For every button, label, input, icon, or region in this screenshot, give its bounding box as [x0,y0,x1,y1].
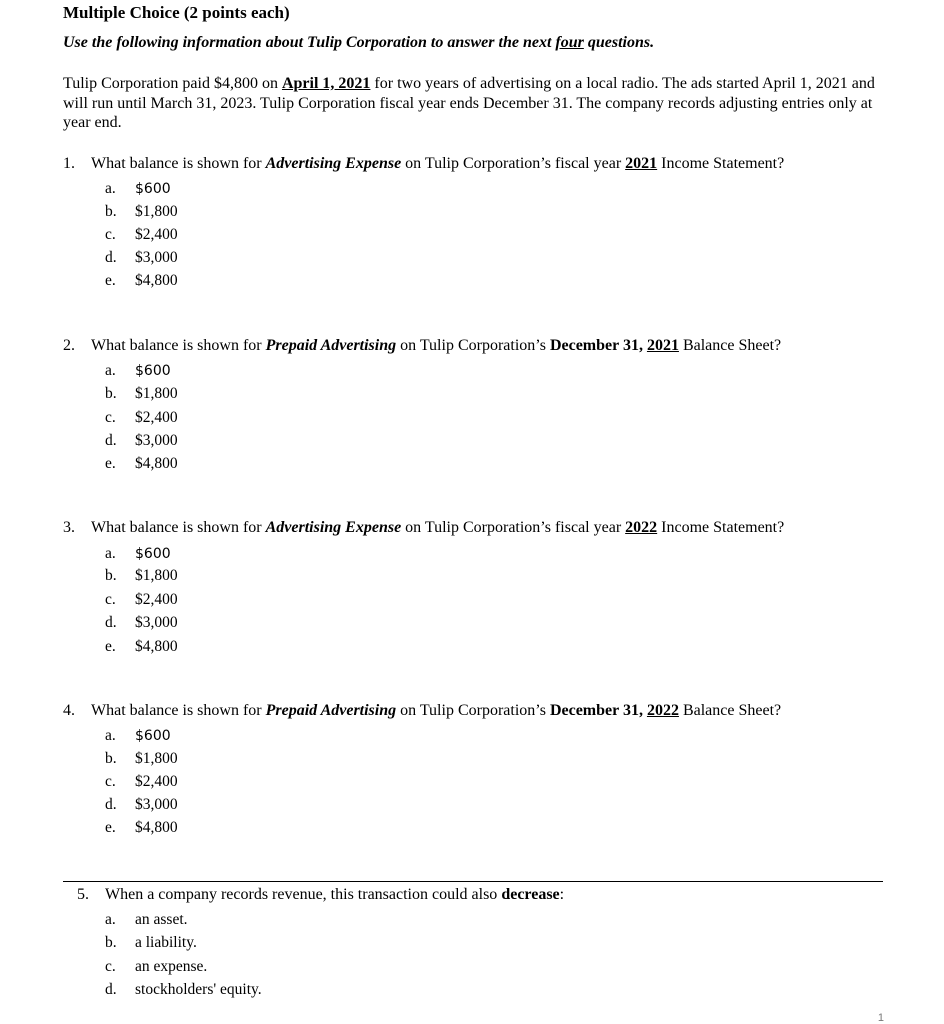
option-letter: d. [105,981,117,998]
q-text-seg: on Tulip Corporation’s [396,337,550,354]
q-text-seg: Income Statement? [657,155,785,172]
q-text-year: 2022 [625,519,658,536]
option-5c[interactable] [105,958,207,976]
question-5 [77,886,564,904]
question-number: 1. [63,155,75,172]
option-letter: b. [105,385,117,402]
option-letter: d. [105,432,117,449]
q-text-seg: Balance Sheet? [678,702,782,719]
q-text-seg: What balance is shown for [91,519,266,536]
q-text-seg: : [559,886,565,903]
q-text-seg: on Tulip Corporation’s fiscal year [401,519,626,536]
option-letter: d. [105,796,117,813]
option-3a[interactable] [105,545,171,563]
q-text-date: December 31, [549,702,647,719]
question-number: 2. [63,337,75,354]
option-value: $4,800 [135,455,178,472]
section-divider [63,881,883,882]
option-letter: d. [105,614,117,631]
option-4e[interactable] [105,819,178,837]
option-1b[interactable] [105,203,178,221]
option-letter: b. [105,203,117,220]
question-text [105,886,564,903]
option-value: $3,000 [135,249,178,266]
option-value: $2,400 [135,409,178,426]
option-4d[interactable] [105,796,178,814]
q-text-seg: What balance is shown for [91,337,266,354]
option-value: $4,800 [135,272,178,289]
option-value: $1,800 [135,567,178,584]
option-letter: a. [105,362,116,379]
instruction-underlined: four [555,34,584,51]
q-text-date: December 31, [549,337,647,354]
question-text [91,702,781,719]
instruction-before: Use the following information about Tulip Corporation to answer the next [63,34,556,51]
option-letter: d. [105,249,117,266]
option-value: stockholders' equity. [135,981,262,998]
q-text-emph: Prepaid Advertising [265,702,397,719]
option-value: $1,800 [135,385,178,402]
option-4a[interactable] [105,727,171,745]
q-text-seg: Balance Sheet? [678,337,782,354]
q-text-emph: Advertising Expense [265,519,402,536]
q-text-emph: decrease [501,886,560,903]
option-letter: a. [105,911,116,928]
option-value: $600 [135,546,171,562]
option-3d[interactable] [105,614,178,632]
option-letter: e. [105,638,116,655]
option-letter: c. [105,958,116,975]
q-text-emph: Advertising Expense [265,155,402,172]
option-letter: c. [105,591,116,608]
question-number: 5. [77,886,89,903]
question-2 [63,337,781,355]
q-text-seg: on Tulip Corporation’s [396,702,550,719]
option-letter: c. [105,226,116,243]
q-text-seg: Income Statement? [657,519,785,536]
option-letter: e. [105,819,116,836]
option-2a[interactable] [105,362,171,380]
option-3b[interactable] [105,567,178,585]
option-letter: c. [105,773,116,790]
option-letter: a. [105,180,116,197]
option-3c[interactable] [105,591,178,609]
question-text [91,519,784,536]
option-2b[interactable] [105,385,178,403]
option-4c[interactable] [105,773,178,791]
intro-date: April 1, 2021 [281,75,371,92]
option-value: $600 [135,728,171,744]
option-1d[interactable] [105,249,178,267]
option-letter: b. [105,750,117,767]
page-title: Multiple Choice (2 points each) [63,3,290,22]
option-1a[interactable] [105,180,171,198]
q-text-seg: When a company records revenue, this transaction could also [105,886,502,903]
option-4b[interactable] [105,750,178,768]
intro-paragraph [63,74,878,133]
q-text-year: 2021 [646,337,679,354]
q-text-seg: on Tulip Corporation’s fiscal year [401,155,626,172]
question-1 [63,155,784,173]
option-value: $1,800 [135,750,178,767]
instruction-after: questions. [583,34,655,51]
option-value: a liability. [135,934,197,951]
question-3 [63,519,784,537]
question-text [91,337,781,354]
q-text-emph: Prepaid Advertising [265,337,397,354]
option-letter: e. [105,272,116,289]
q-text-year: 2022 [646,702,679,719]
option-5d[interactable] [105,981,262,999]
option-value: an expense. [135,958,208,975]
option-5b[interactable] [105,934,197,952]
option-value: $2,400 [135,591,178,608]
option-value: $3,000 [135,614,178,631]
option-5a[interactable] [105,911,188,929]
option-letter: e. [105,455,116,472]
option-value: $3,000 [135,432,178,449]
q-text-seg: What balance is shown for [91,155,266,172]
option-letter: c. [105,409,116,426]
option-letter: a. [105,727,116,744]
option-1e[interactable] [105,272,178,290]
intro-part2: for two years of advertising on a local radio. The ads started April 1, 2021 and will run until March 31, 2023. Tulip Corporation fiscal year ends December 31. The company records adjusting entries only at year end. [63,75,875,131]
option-3e[interactable] [105,638,178,656]
option-2d[interactable] [105,432,178,450]
option-letter: b. [105,567,117,584]
q-text-year: 2021 [625,155,658,172]
question-number: 4. [63,702,75,719]
option-value: $4,800 [135,638,178,655]
q-text-seg: What balance is shown for [91,702,266,719]
option-2e[interactable] [105,455,178,473]
option-value: an asset. [135,911,188,928]
option-1c[interactable] [105,226,178,244]
option-value: $3,000 [135,796,178,813]
question-4 [63,702,781,720]
option-value: $2,400 [135,773,178,790]
option-value: $4,800 [135,819,178,836]
option-value: $2,400 [135,226,178,243]
option-letter: b. [105,934,117,951]
option-letter: a. [105,545,116,562]
question-text [91,155,784,172]
instruction-text [63,34,654,52]
option-value: $600 [135,363,171,379]
page-number: 1 [877,1012,884,1024]
option-2c[interactable] [105,409,178,427]
question-number: 3. [63,519,75,536]
option-value: $1,800 [135,203,178,220]
option-value: $600 [135,181,171,197]
intro-part1: Tulip Corporation paid $4,800 on [63,75,282,92]
